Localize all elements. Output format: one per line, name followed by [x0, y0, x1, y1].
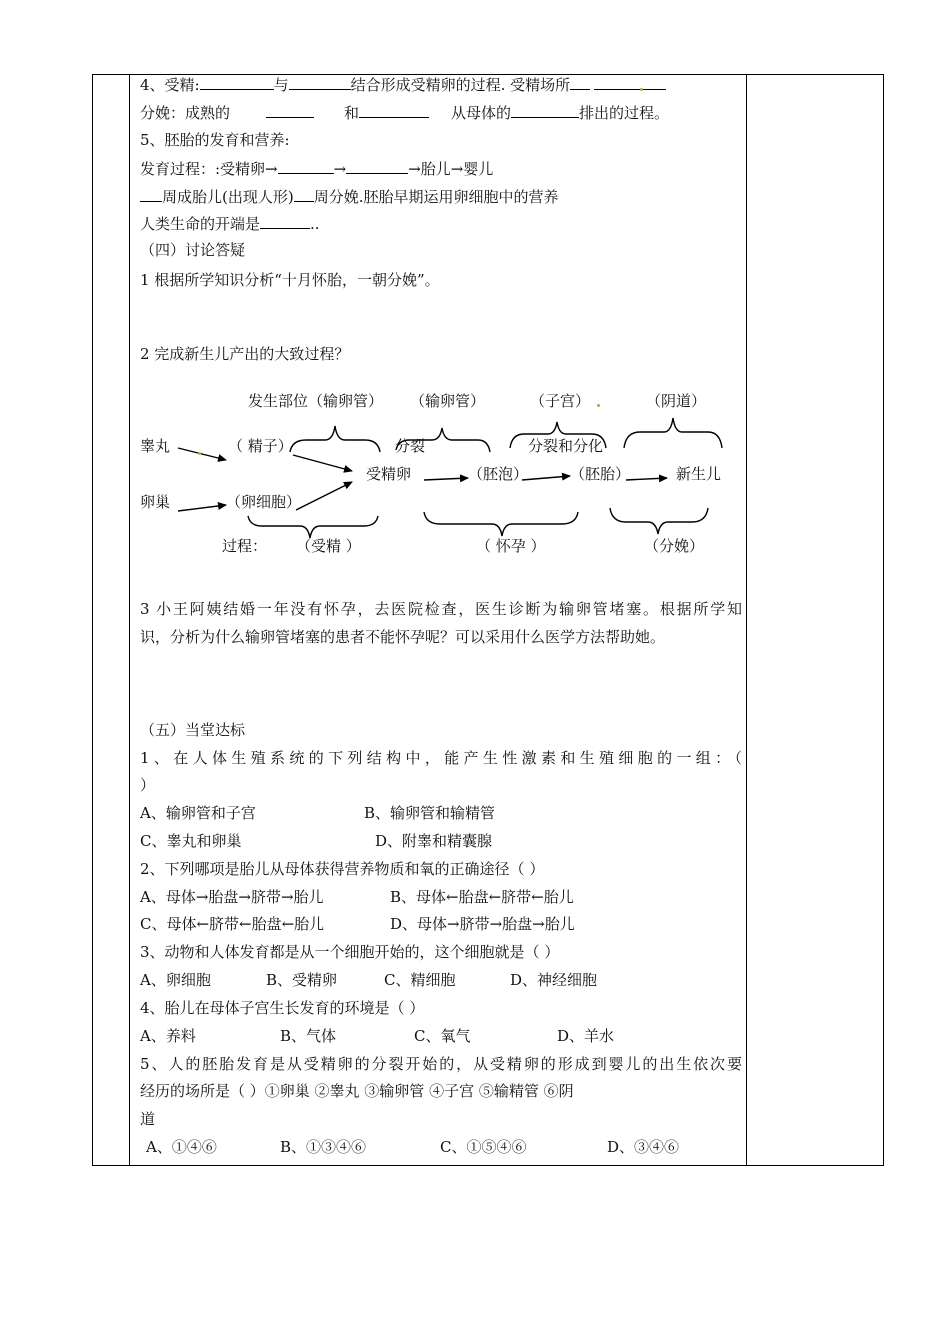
- arrow-egg-zygote: [296, 482, 352, 510]
- quiz-q4-option-d: D、羊水: [557, 1027, 615, 1045]
- quiz-q5-line3: 道: [140, 1110, 156, 1128]
- quiz-q4-option-b: B、气体: [280, 1027, 337, 1045]
- quiz-q3-option-d: D、神经细胞: [510, 971, 598, 989]
- quiz-q2-option-c: C、母体←脐带←胎盘←胎儿: [140, 915, 325, 933]
- brace-bottom-delivery: [610, 508, 708, 534]
- quiz-q1-option-d: D、附睾和精囊腺: [375, 832, 493, 850]
- process-label: 过程：: [222, 537, 268, 555]
- quiz-q4-option-c: C、氧气: [414, 1027, 471, 1045]
- node-sperm: （ 精子）: [228, 437, 293, 455]
- quiz-q5-line1: 5、人的胚胎发育是从受精卵的分裂开始的，从受精卵的形成到婴儿的出生依次要: [140, 1055, 742, 1073]
- discussion-q1: 1 根据所学知识分析“十月怀胎，一朝分娩”。: [140, 271, 440, 289]
- process-pregnancy: （ 怀孕 ）: [476, 537, 546, 555]
- speck: [198, 452, 201, 455]
- label-division-differentiation: 分裂和分化: [528, 437, 604, 455]
- quiz-q4: 4、胎儿在母体子宫生长发育的环境是（ ）: [140, 999, 425, 1017]
- quiz-q5-option-c: C、①⑤④⑥: [440, 1138, 527, 1156]
- node-newborn: 新生儿: [676, 465, 722, 483]
- arrow-ovary-egg: [178, 505, 226, 511]
- quiz-q5-line2: 经历的场所是（ ）①卵巢 ②睾丸 ③输卵管 ④子宫 ⑤输精管 ⑥阴: [140, 1082, 574, 1100]
- fertilization-line: 4、受精: 与 结合形成受精卵的过程. 受精场所: [140, 74, 666, 95]
- quiz-q1-option-c: C、睾丸和卵巢: [140, 832, 242, 850]
- quiz-q5-option-d: D、③④⑥: [607, 1138, 680, 1156]
- arrow-testis-sperm: [178, 448, 226, 460]
- quiz-q3-option-b: B、受精卵: [266, 971, 338, 989]
- process-delivery: （分娩）: [644, 537, 705, 555]
- quiz-q2-option-a: A、母体→胎盘→脐带→胎儿: [140, 888, 324, 906]
- node-zygote: 受精卵: [366, 465, 412, 483]
- arrow-blastocyst-embryo: [522, 476, 570, 480]
- discussion-q3-line1: 3 小王阿姨结婚一年没有怀孕，去医院检查，医生诊断为输卵管堵塞。根据所学知: [140, 600, 742, 618]
- node-egg: （卵细胞）: [226, 493, 302, 511]
- life-start-line: 人类生命的开端是 ..: [140, 215, 320, 233]
- speck: [640, 88, 643, 91]
- quiz-q3-option-c: C、精细胞: [384, 971, 456, 989]
- process-fertilization: （受精 ）: [296, 537, 361, 555]
- quiz-q5-option-b: B、①③④⑥: [280, 1138, 367, 1156]
- arrow-zygote-blastocyst: [424, 478, 468, 480]
- quiz-q2-option-b: B、母体←胎盘←脐带←胎儿: [390, 888, 574, 906]
- node-embryo: （胚胎）: [570, 465, 631, 483]
- quiz-q1-option-a: A、输卵管和子宫: [140, 804, 256, 822]
- quiz-q3: 3、动物和人体发育都是从一个细胞开始的，这个细胞就是（ ）: [140, 943, 560, 961]
- arrow-embryo-newborn: [626, 478, 667, 480]
- embryo-section-title: 5、胚胎的发育和营养:: [140, 131, 290, 149]
- quiz-title: （五）当堂达标: [140, 721, 246, 739]
- node-testis: 睾丸: [140, 437, 171, 455]
- quiz-q2-option-d: D、母体→脐带→胎盘→胎儿: [390, 915, 575, 933]
- arrow-sperm-zygote: [293, 455, 352, 471]
- discussion-q2: 2 完成新生儿产出的大致过程？: [140, 345, 350, 363]
- quiz-q2: 2、下列哪项是胎儿从母体获得营养物质和氧的正确途径（ ）: [140, 860, 545, 878]
- quiz-q5-option-a: A、①④⑥: [146, 1138, 217, 1156]
- brace-top-oviduct-1: [290, 426, 380, 452]
- brace-bottom-pregnancy: [424, 512, 578, 536]
- brace-bottom-fertilization: [248, 516, 378, 538]
- discussion-title: （四）讨论答疑: [140, 241, 246, 259]
- quiz-q1-option-b: B、输卵管和输精管: [364, 804, 496, 822]
- discussion-q3-line2: 识，分析为什么输卵管堵塞的患者不能怀孕呢？可以采用什么医学方法帮助她。: [140, 628, 666, 646]
- quiz-q1-line1: 1、在人体生殖系统的下列结构中，能产生性激素和生殖细胞的一组：（: [140, 749, 742, 767]
- node-blastocyst: （胚泡）: [468, 465, 529, 483]
- quiz-q1-line2: ）: [140, 776, 156, 794]
- delivery-line: 分娩：成熟的 和 从母体的 排出的过程。: [140, 104, 670, 122]
- site-vagina: （阴道）: [646, 392, 707, 410]
- node-ovary: 卵巢: [140, 493, 171, 511]
- weeks-line: 周成胎儿(出现人形) 周分娩.胚胎早期运用卵细胞中的营养: [140, 186, 559, 207]
- site-oviduct: （输卵管）: [410, 392, 486, 410]
- brace-top-vagina: [624, 418, 722, 448]
- site-uterus: （子宫）: [530, 392, 591, 410]
- quiz-q4-option-a: A、养料: [140, 1027, 196, 1045]
- speck: [597, 404, 600, 407]
- site-label: 发生部位（输卵管）: [248, 392, 384, 410]
- quiz-q3-option-a: A、卵细胞: [140, 971, 211, 989]
- label-division: 分裂: [395, 437, 426, 455]
- development-process-line: 发育过程：:受精卵→ → →胎儿→婴儿: [140, 160, 494, 178]
